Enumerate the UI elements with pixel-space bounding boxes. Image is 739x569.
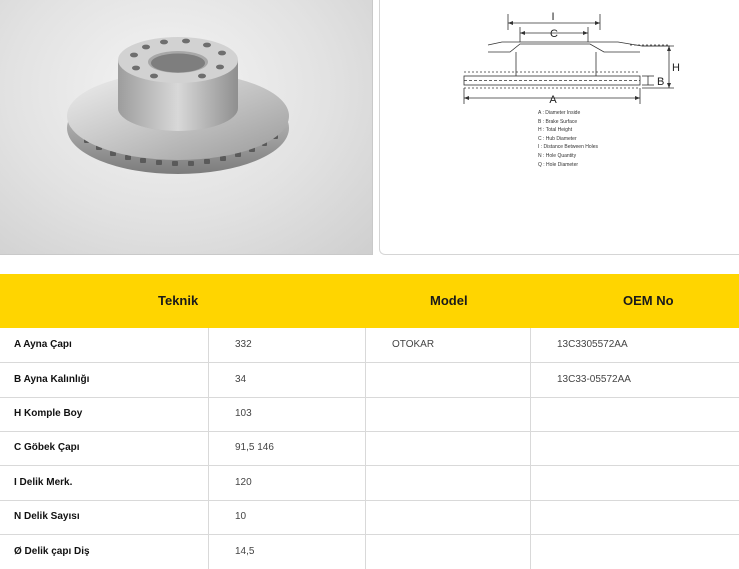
row-value: 332	[235, 339, 252, 350]
legend-item: Q : Hole Diameter	[538, 161, 579, 168]
row-label: B Ayna Kalınlığı	[14, 374, 90, 385]
row-value: 103	[235, 408, 252, 419]
dim-label-i: I	[551, 11, 555, 23]
table-row	[0, 535, 739, 569]
legend-item: N : Hole Quantity	[538, 152, 577, 159]
header-oem: OEM No	[623, 293, 674, 308]
row-model: OTOKAR	[392, 339, 435, 350]
table-row	[0, 466, 739, 501]
dim-label-c: C	[550, 28, 558, 40]
dim-label-h: H	[672, 62, 680, 74]
legend-item: A : Diameter Inside	[538, 110, 581, 116]
legend-item: B : Brake Surface	[538, 118, 578, 125]
row-label: I Delik Merk.	[14, 477, 73, 488]
row-label: H Komple Boy	[14, 408, 83, 419]
spec-table-header	[0, 274, 739, 328]
brake-disc-photo[interactable]	[0, 0, 373, 255]
row-value: 14,5	[235, 546, 255, 557]
dim-label-a: A	[549, 94, 557, 106]
dimension-legend	[538, 109, 598, 169]
table-row	[0, 328, 739, 363]
row-label: A Ayna Çapı	[14, 339, 72, 350]
row-oem: 13C33-05572AA	[557, 374, 631, 385]
legend-item: I : Distance Between Holes	[538, 144, 599, 151]
table-row	[0, 363, 739, 398]
product-images	[0, 0, 739, 262]
row-oem: 13C3305572AA	[557, 339, 628, 350]
header-model: Model	[430, 293, 468, 308]
table-row	[0, 397, 739, 432]
header-teknik: Teknik	[158, 293, 199, 308]
table-row	[0, 500, 739, 535]
brake-disc-image	[0, 0, 372, 254]
dim-label-b: B	[657, 76, 665, 88]
legend-item: H : Total Height	[538, 127, 573, 134]
row-value: 10	[235, 511, 247, 522]
row-label: N Delik Sayısı	[14, 511, 80, 522]
row-label: C Göbek Çapı	[14, 442, 80, 453]
row-value: 34	[235, 374, 247, 385]
legend-item: C : Hub Diameter	[538, 135, 577, 142]
table-row	[0, 431, 739, 466]
row-label: Ø Delik çapı Diş	[14, 546, 90, 557]
dimension-diagram-panel	[379, 0, 739, 255]
row-value: 120	[235, 477, 252, 488]
row-value: 91,5 146	[235, 442, 274, 453]
